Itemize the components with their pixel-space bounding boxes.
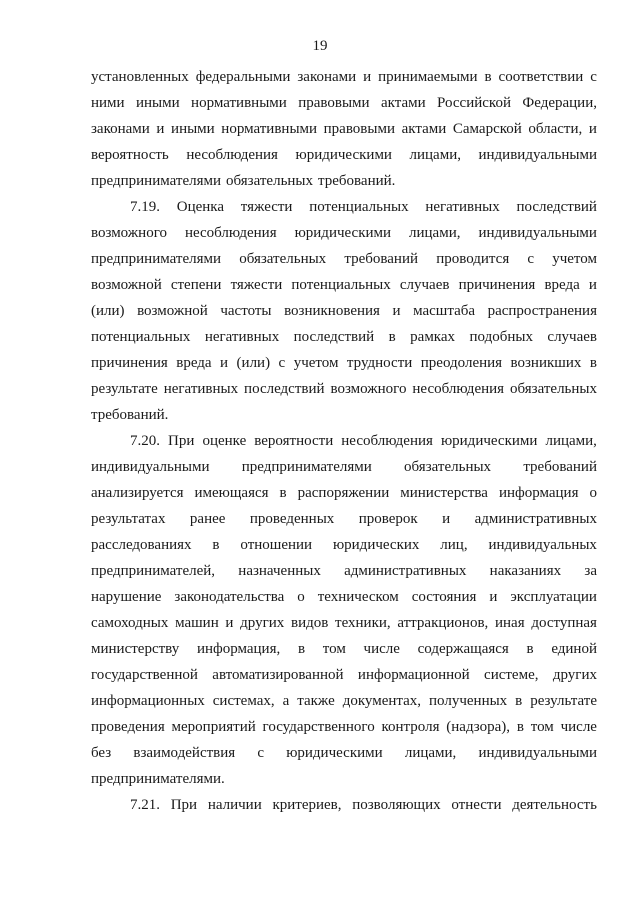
page-number: 19 [312,38,328,54]
text-line: индивидуальными предпринимателями обязательных требований [91,459,597,475]
text-line: предпринимателей, назначенных административных наказаниях за [91,563,597,579]
text-line: информационных системах, а также документах, полученных в результате [91,693,597,709]
paragraph-p-7-20 [91,428,597,792]
paragraph-cont [91,64,597,194]
text-line: возможного несоблюдения юридическими лицами, индивидуальными [91,225,597,241]
text-line: анализируется имеющаяся в распоряжении министерства информация о [91,485,597,501]
paragraph-p-7-19 [91,194,597,428]
text-line: причинения вреда и (или) с учетом трудности преодоления возникших в [91,355,597,371]
text-line: потенциальных негативных последствий в рамках подобных случаев [91,329,597,345]
text-line: предпринимателями обязательных требований проводится с учетом [91,251,597,267]
text-line: предпринимателями. [91,771,225,787]
text-line: 7.19. Оценка тяжести потенциальных негативных последствий [130,199,597,215]
text-line: предпринимателями обязательных требований. [91,173,396,189]
text-line: 7.20. При оценке вероятности несоблюдения юридическими лицами, [130,433,597,449]
text-line: нарушение законодательства о техническом состояния и эксплуатации [91,589,597,605]
text-line: 7.21. При наличии критериев, позволяющих отнести деятельность [130,797,597,813]
text-line: законами и иными нормативными правовыми актами Самарской области, и [91,121,597,137]
text-line: требований. [91,407,169,423]
text-line: проведения мероприятий государственного контроля (надзора), в том числе [91,719,597,735]
text-line: возможной степени тяжести потенциальных случаев причинения вреда и [91,277,597,293]
text-line: министерству информация, в том числе содержащаяся в единой [91,641,597,657]
text-line: государственной автоматизированной информационной системе, других [91,667,597,683]
document-body [91,64,597,818]
text-line: результате негативных последствий возможного несоблюдения обязательных [91,381,597,397]
paragraph-p-7-21 [91,792,597,818]
text-line: без взаимодействия с юридическими лицами, индивидуальными [91,745,597,761]
text-line: самоходных машин и других видов техники, аттракционов, иная доступная [91,615,597,631]
text-line: ними иными нормативными правовыми актами Российской Федерации, [91,95,597,111]
text-line: результатах ранее проведенных проверок и административных [91,511,597,527]
text-line: (или) возможной частоты возникновения и масштаба распространения [91,303,597,319]
text-line: расследованиях в отношении юридических лиц, индивидуальных [91,537,597,553]
text-line: установленных федеральными законами и принимаемыми в соответствии с [91,69,597,85]
text-line: вероятность несоблюдения юридическими лицами, индивидуальными [91,147,597,163]
